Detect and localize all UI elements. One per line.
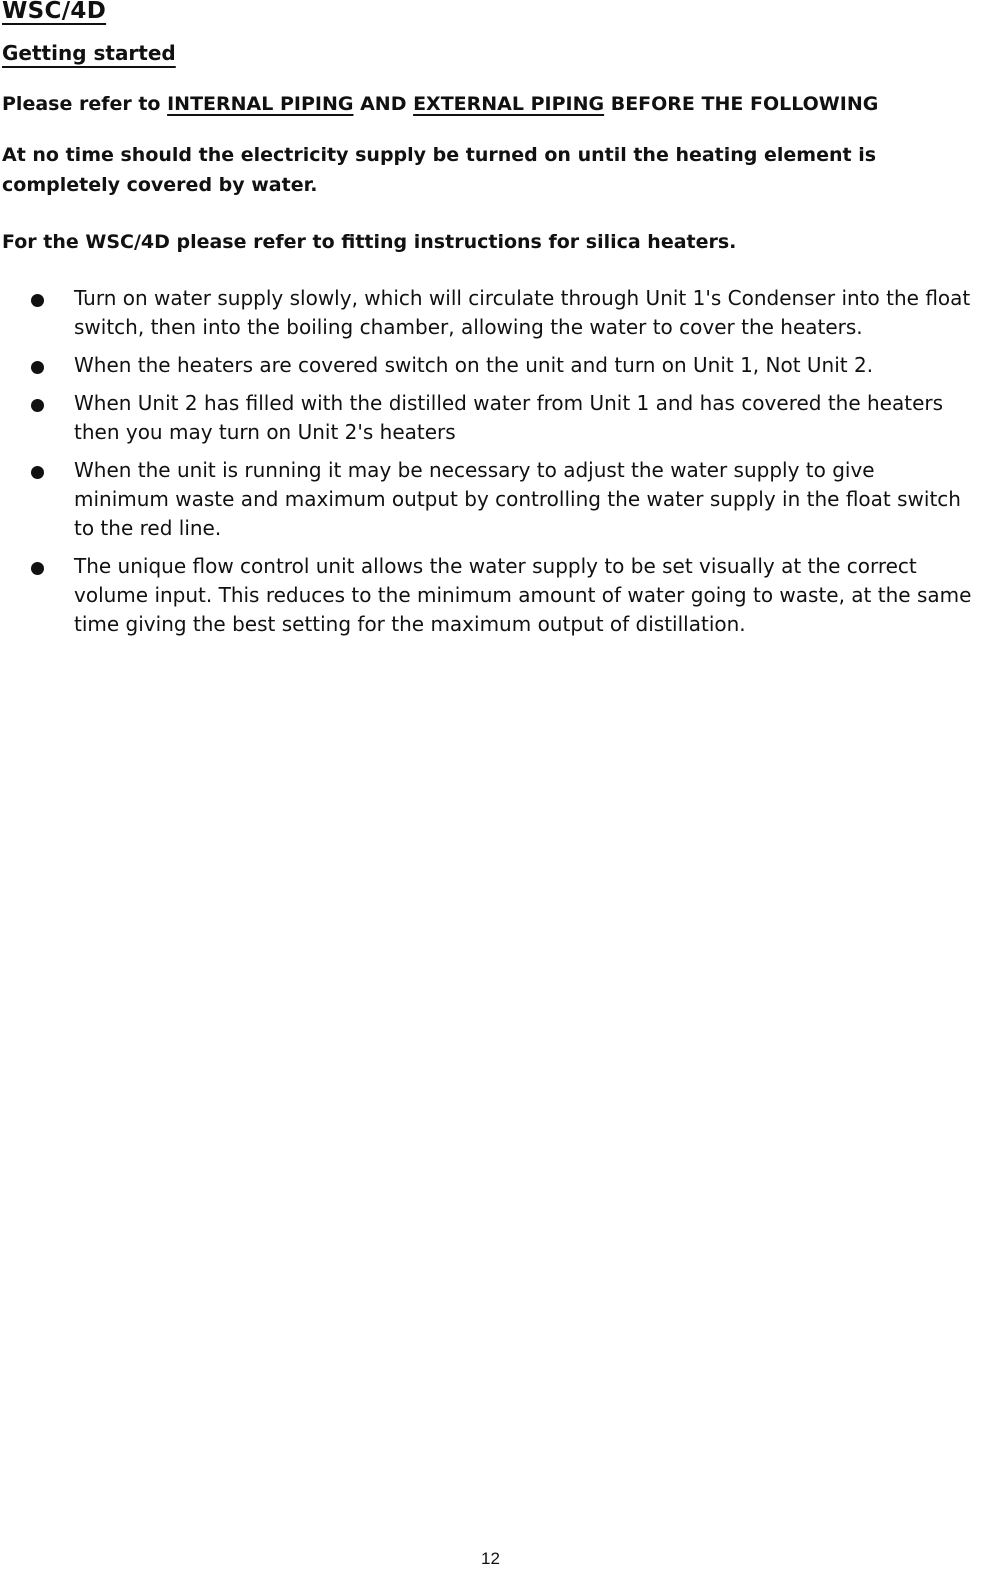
- bullet-icon: [31, 562, 44, 575]
- electricity-warning: At no time should the electricity supply be turned on until the heating element is completely covered by water.: [2, 144, 877, 196]
- step-text: The unique flow control unit allows the water supply to be set visually at the correct volume input. This reduces to the minimum amount of water going to waste, at the same time giving the best setting for the maximum output of distillation.: [74, 554, 972, 636]
- step-text: When Unit 2 has filled with the distilled water from Unit 1 and has covered the heaters then you may turn on Unit 2's heaters: [74, 391, 944, 444]
- bullet-icon: [31, 294, 44, 307]
- step-text: When the unit is running it may be necessary to adjust the water supply to give minimum waste and maximum output by controlling the water supply in the float switch to the red line.: [74, 458, 961, 540]
- bullet-icon: [31, 399, 44, 412]
- model-title: WSC/4D: [2, 0, 107, 24]
- page-number: 12: [481, 1549, 500, 1568]
- startup-steps-list: [0, 284, 981, 648]
- refer-suffix: BEFORE THE FOLLOWING: [604, 93, 879, 115]
- section-heading: Getting started: [2, 41, 176, 65]
- list-item: [0, 284, 981, 342]
- refer-prefix: Please refer to: [2, 93, 168, 115]
- external-piping-link: EXTERNAL PIPING: [413, 93, 605, 115]
- list-item: [0, 351, 981, 380]
- and-text: AND: [353, 93, 414, 115]
- list-item: [0, 456, 981, 543]
- bullet-icon: [31, 361, 44, 374]
- list-item: [0, 552, 981, 639]
- internal-piping-link: INTERNAL PIPING: [167, 93, 354, 115]
- piping-reference-notice: [2, 89, 962, 119]
- list-item: [0, 389, 981, 447]
- step-text: Turn on water supply slowly, which will circulate through Unit 1's Condenser into the float switch, then into the boiling chamber, allowing the water to cover the heaters.: [74, 286, 971, 339]
- step-text: When the heaters are covered switch on the unit and turn on Unit 1, Not Unit 2.: [74, 353, 874, 377]
- silica-heater-note: For the WSC/4D please refer to fitting instructions for silica heaters.: [2, 231, 737, 253]
- bullet-icon: [31, 466, 44, 479]
